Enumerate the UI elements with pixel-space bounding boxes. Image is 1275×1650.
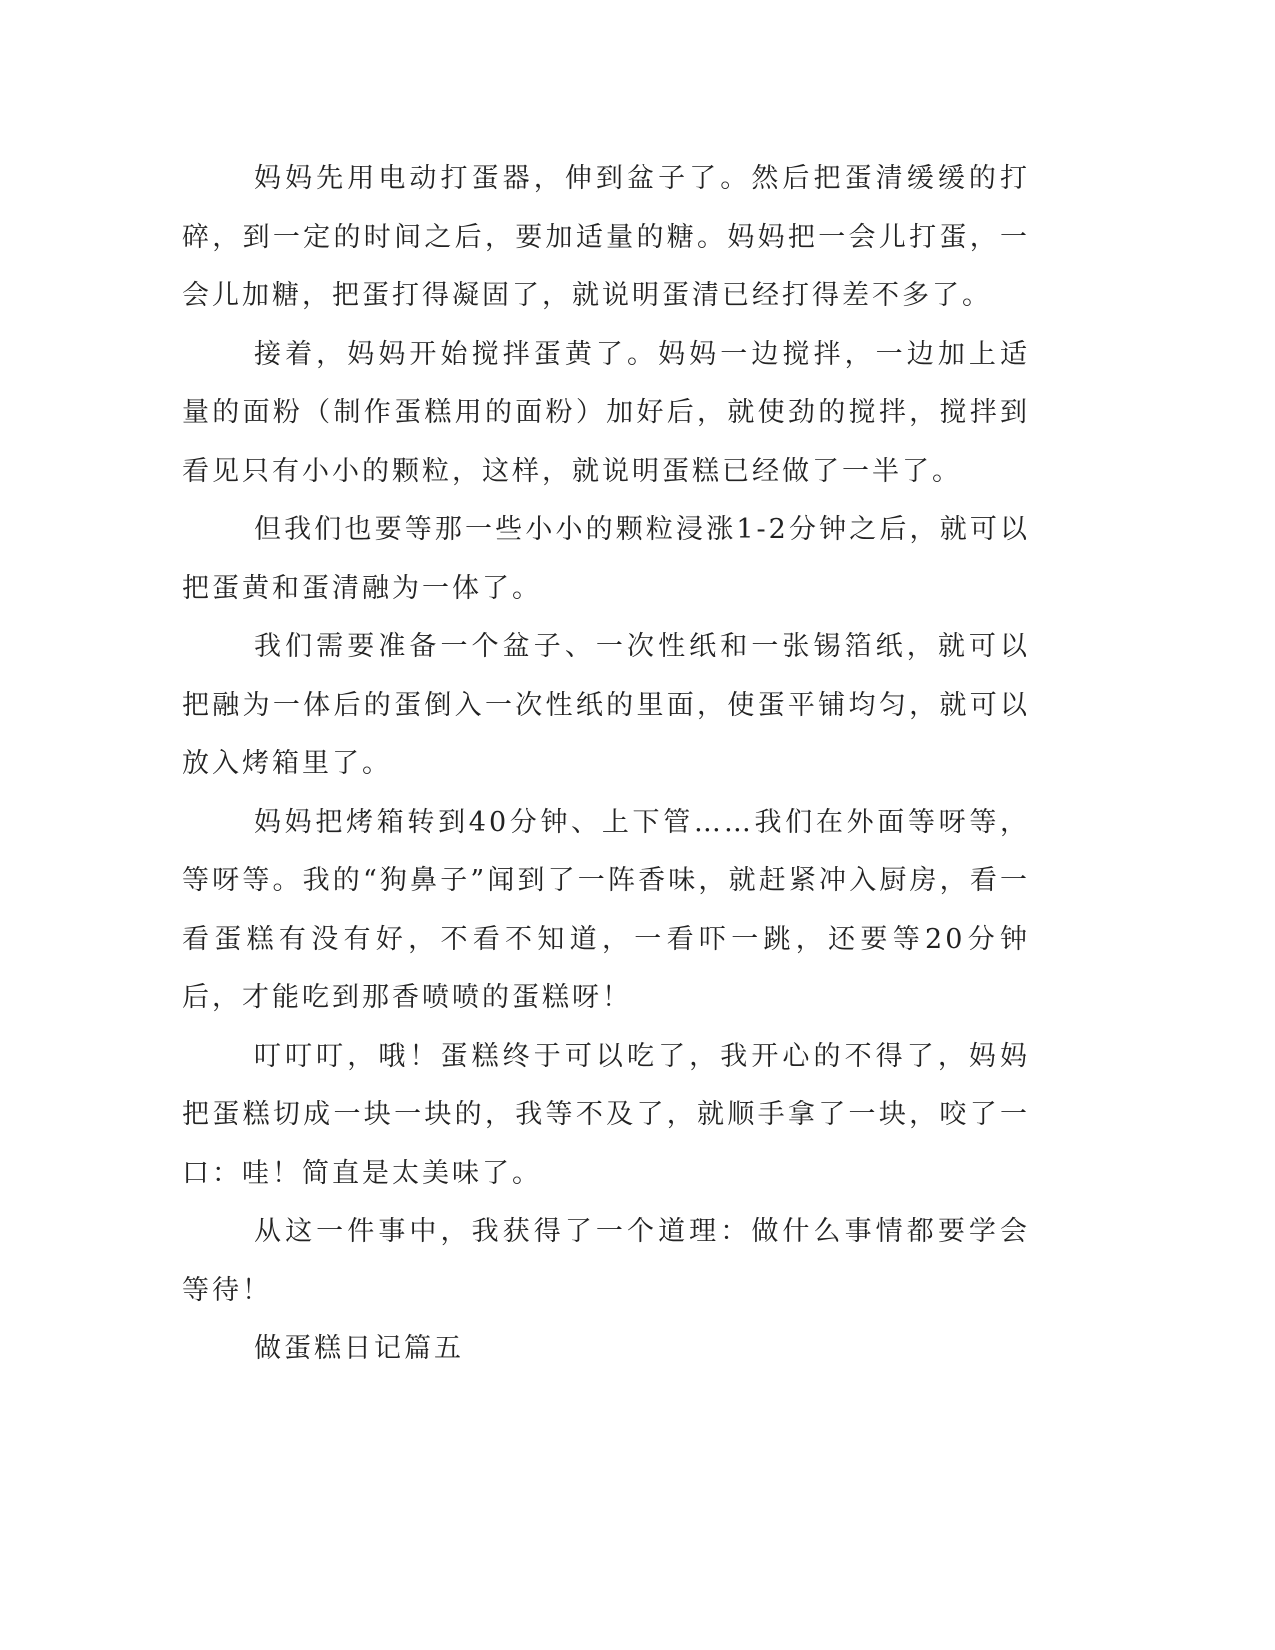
paragraph: 妈妈把烤箱转到40分钟、上下管……我们在外面等呀等，等呀等。我的“狗鼻子”闻到了一阵香味，就赶紧冲入厨房，看一看蛋糕有没有好，不看不知道，一看吓一跳，还要等20分钟后，才能吃到那香喷喷的蛋糕呀！ — [182, 806, 1030, 1013]
paragraph: 我们需要准备一个盆子、一次性纸和一张锡箔纸，就可以把融为一体后的蛋倒入一次性纸的里面，使蛋平铺均匀，就可以放入烤箱里了。 — [182, 631, 1030, 779]
section-heading: 做蛋糕日记篇五 — [254, 1333, 464, 1364]
paragraph: 叮叮叮，哦！蛋糕终于可以吃了，我开心的不得了，妈妈把蛋糕切成一块一块的，我等不及了，就顺手拿了一块，咬了一口：哇！简直是太美味了。 — [182, 1040, 1030, 1189]
paragraph: 妈妈先用电动打蛋器，伸到盆子了。然后把蛋清缓缓的打碎，到一定的时间之后，要加适量的糖。妈妈把一会儿打蛋，一会儿加糖，把蛋打得凝固了，就说明蛋清已经打得差不多了。 — [182, 163, 1030, 311]
paragraph: 但我们也要等那一些小小的颗粒浸涨1-2分钟之后，就可以把蛋黄和蛋清融为一体了。 — [182, 514, 1030, 604]
document-body — [182, 150, 1030, 1379]
paragraph: 从这一件事中，我获得了一个道理：做什么事情都要学会等待！ — [182, 1216, 1030, 1306]
paragraph: 接着，妈妈开始搅拌蛋黄了。妈妈一边搅拌，一边加上适量的面粉（制作蛋糕用的面粉）加好后，就使劲的搅拌，搅拌到看见只有小小的颗粒，这样，就说明蛋糕已经做了一半了。 — [182, 338, 1030, 487]
